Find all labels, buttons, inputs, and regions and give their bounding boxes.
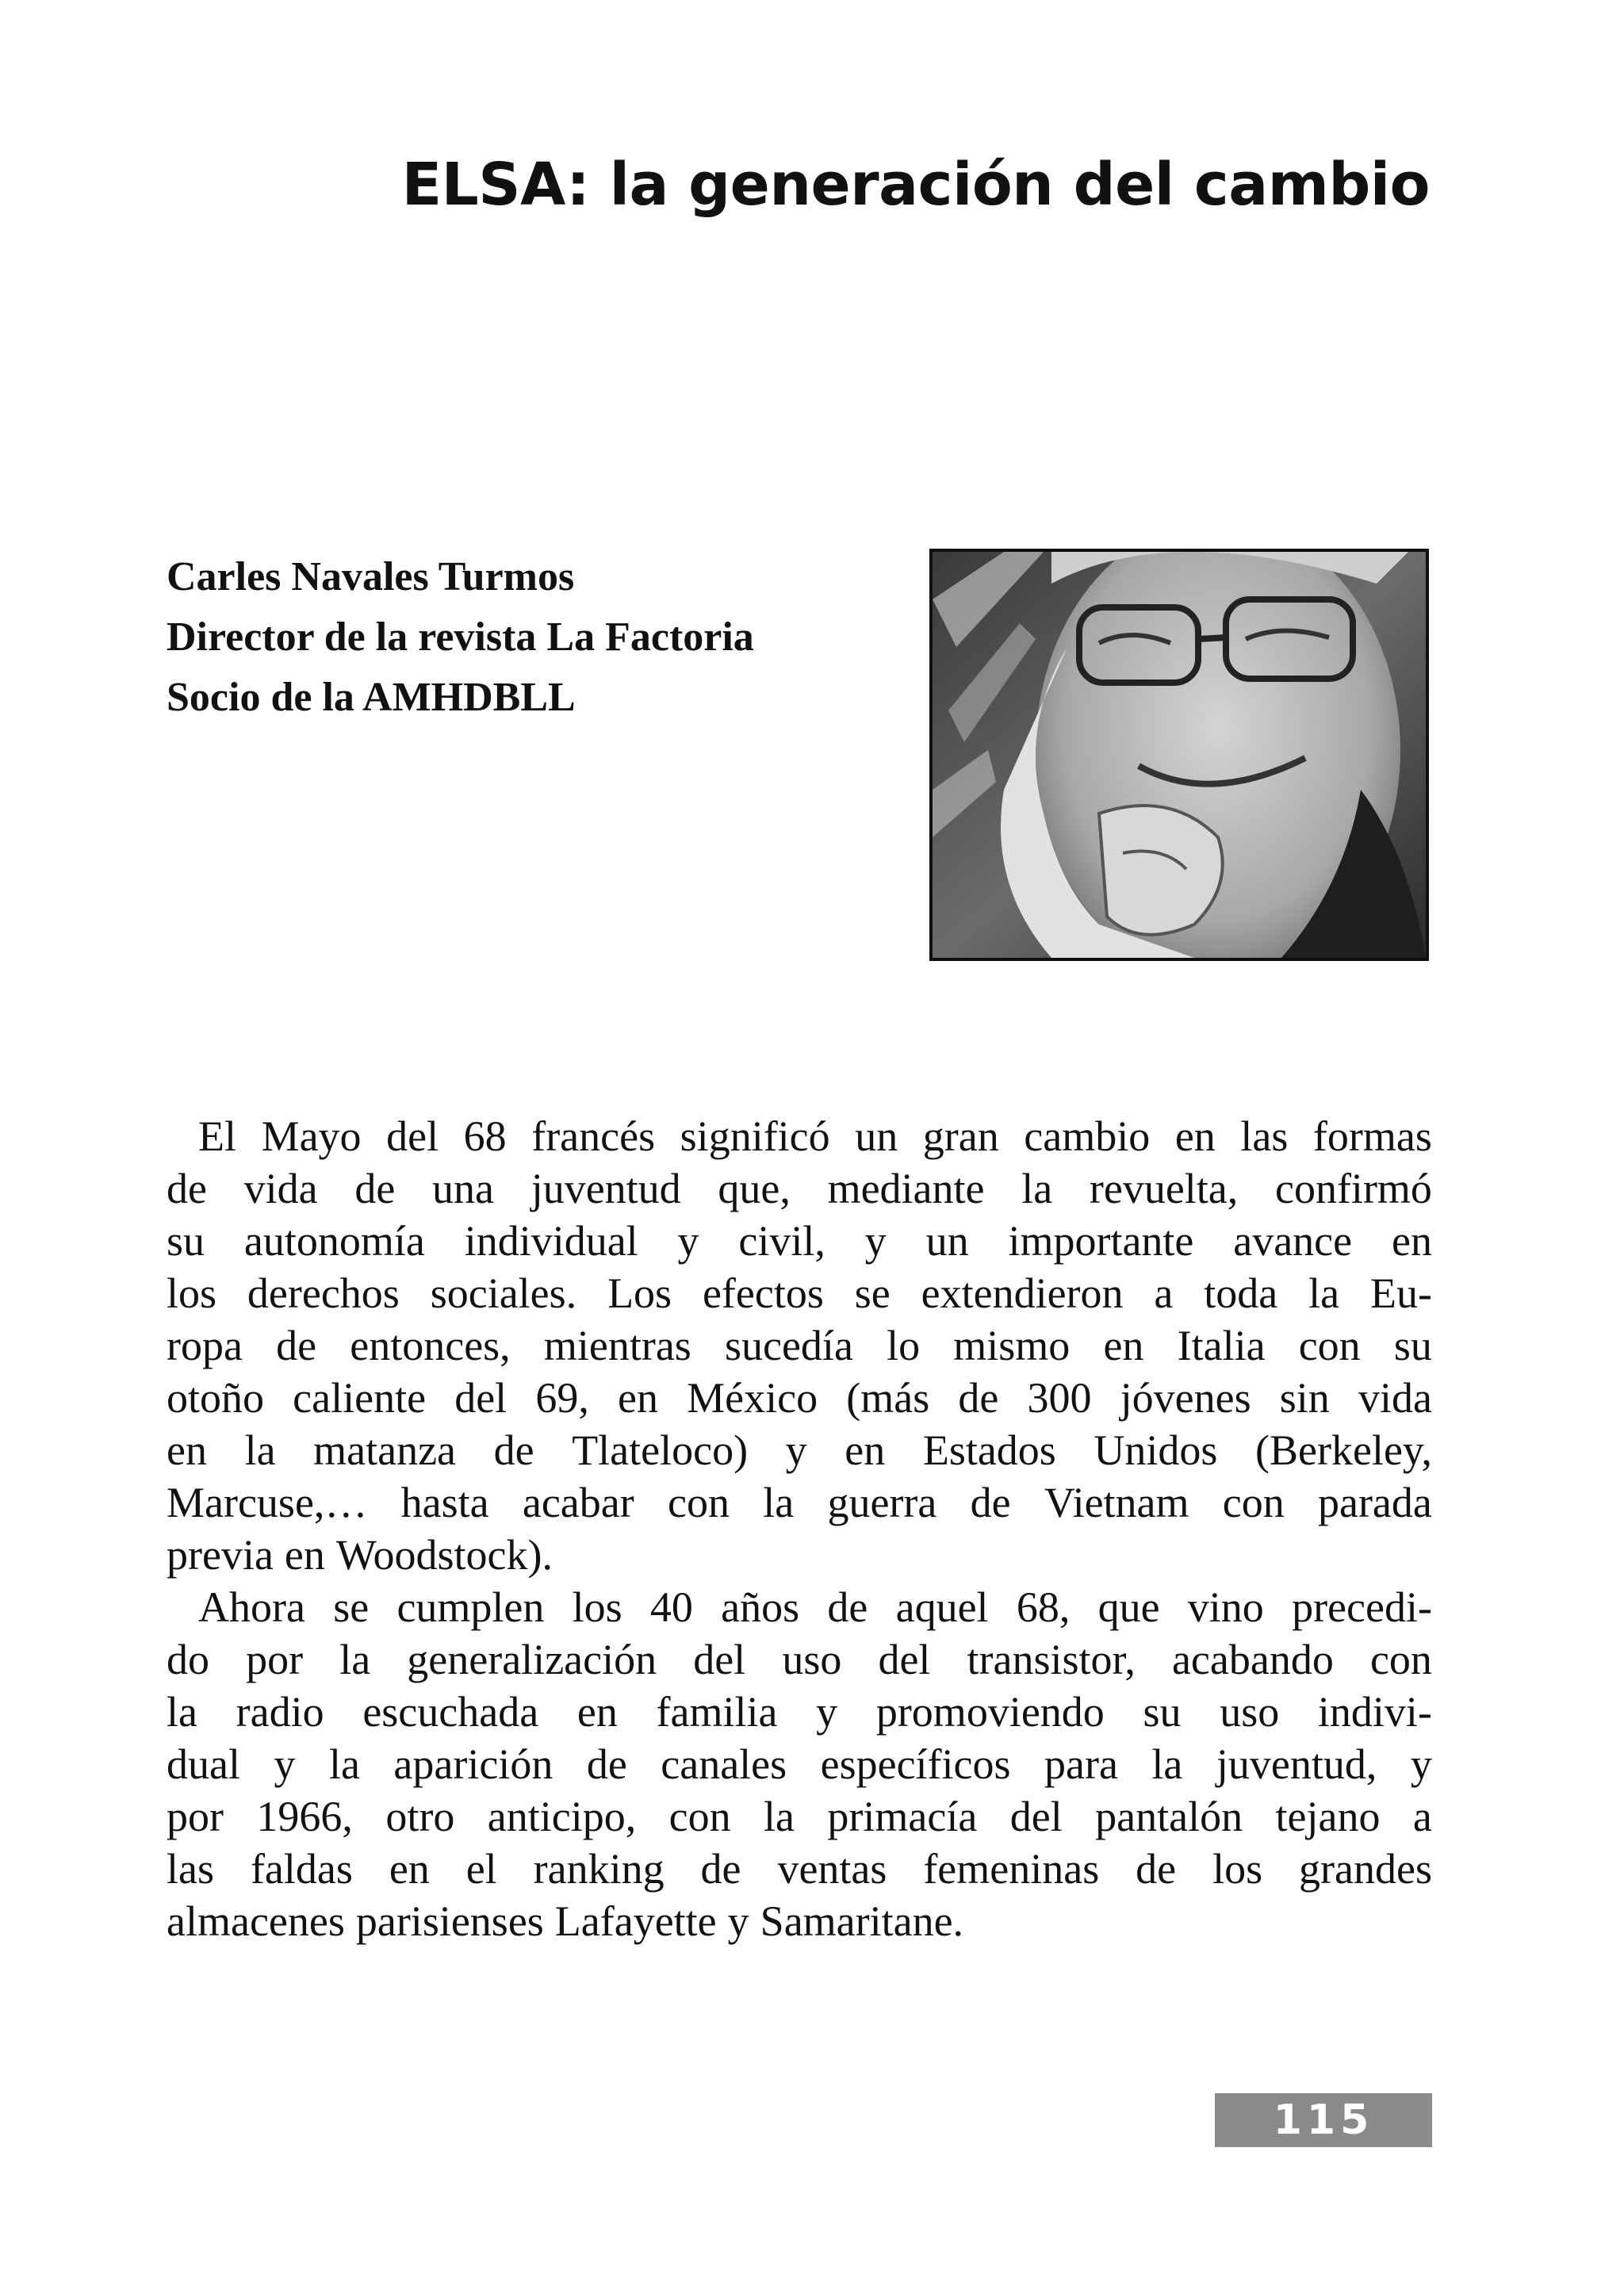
text-line: la radio escuchada en familia y promoviendo su uso indivi- (167, 1688, 1432, 1736)
text-line: su autonomía individual y civil, y un importante avance en (167, 1217, 1432, 1265)
text-line: almacenes parisienses Lafayette y Samaritane. (167, 1897, 964, 1945)
paragraph (167, 1581, 1432, 1947)
author-name: Carles Navales Turmos (167, 554, 575, 599)
author-affiliation: Socio de la AMHDBLL (167, 675, 576, 720)
text-line: por 1966, otro anticipo, con la primacía del pantalón tejano a (167, 1793, 1432, 1840)
text-line: ropa de entonces, mientras sucedía lo mismo en Italia con su (167, 1322, 1432, 1369)
text-line: El Mayo del 68 francés significó un gran cambio en las formas (198, 1112, 1432, 1160)
text-line: en la matanza de Tlateloco) y en Estados Unidos (Berkeley, (167, 1426, 1432, 1474)
page-title: ELSA: la generación del cambio (401, 151, 1430, 219)
text-line: Marcuse,… hasta acabar con la guerra de Vietnam con parada (167, 1479, 1432, 1526)
text-line: do por la generalización del uso del transistor, acabando con (167, 1636, 1432, 1683)
paragraph (167, 1110, 1432, 1581)
text-line: previa en Woodstock). (167, 1531, 553, 1579)
author-role: Director de la revista La Factoria (167, 614, 754, 660)
text-line: Ahora se cumplen los 40 años de aquel 68, que vino precedi- (198, 1583, 1432, 1631)
portrait-icon (933, 552, 1426, 958)
author-byline (167, 547, 896, 728)
text-line: las faldas en el ranking de ventas femeninas de los grandes (167, 1845, 1432, 1893)
page-number: 115 (1215, 2093, 1432, 2147)
text-line: de vida de una juventud que, mediante la revuelta, confirmó (167, 1165, 1432, 1212)
text-line: otoño caliente del 69, en México (más de 300 jóvenes sin vida (167, 1374, 1432, 1422)
author-portrait-photo (929, 549, 1429, 961)
text-line: los derechos sociales. Los efectos se extendieron a toda la Eu- (167, 1269, 1432, 1317)
text-line: dual y la aparición de canales específicos para la juventud, y (167, 1740, 1432, 1788)
article-body (167, 1110, 1432, 1947)
